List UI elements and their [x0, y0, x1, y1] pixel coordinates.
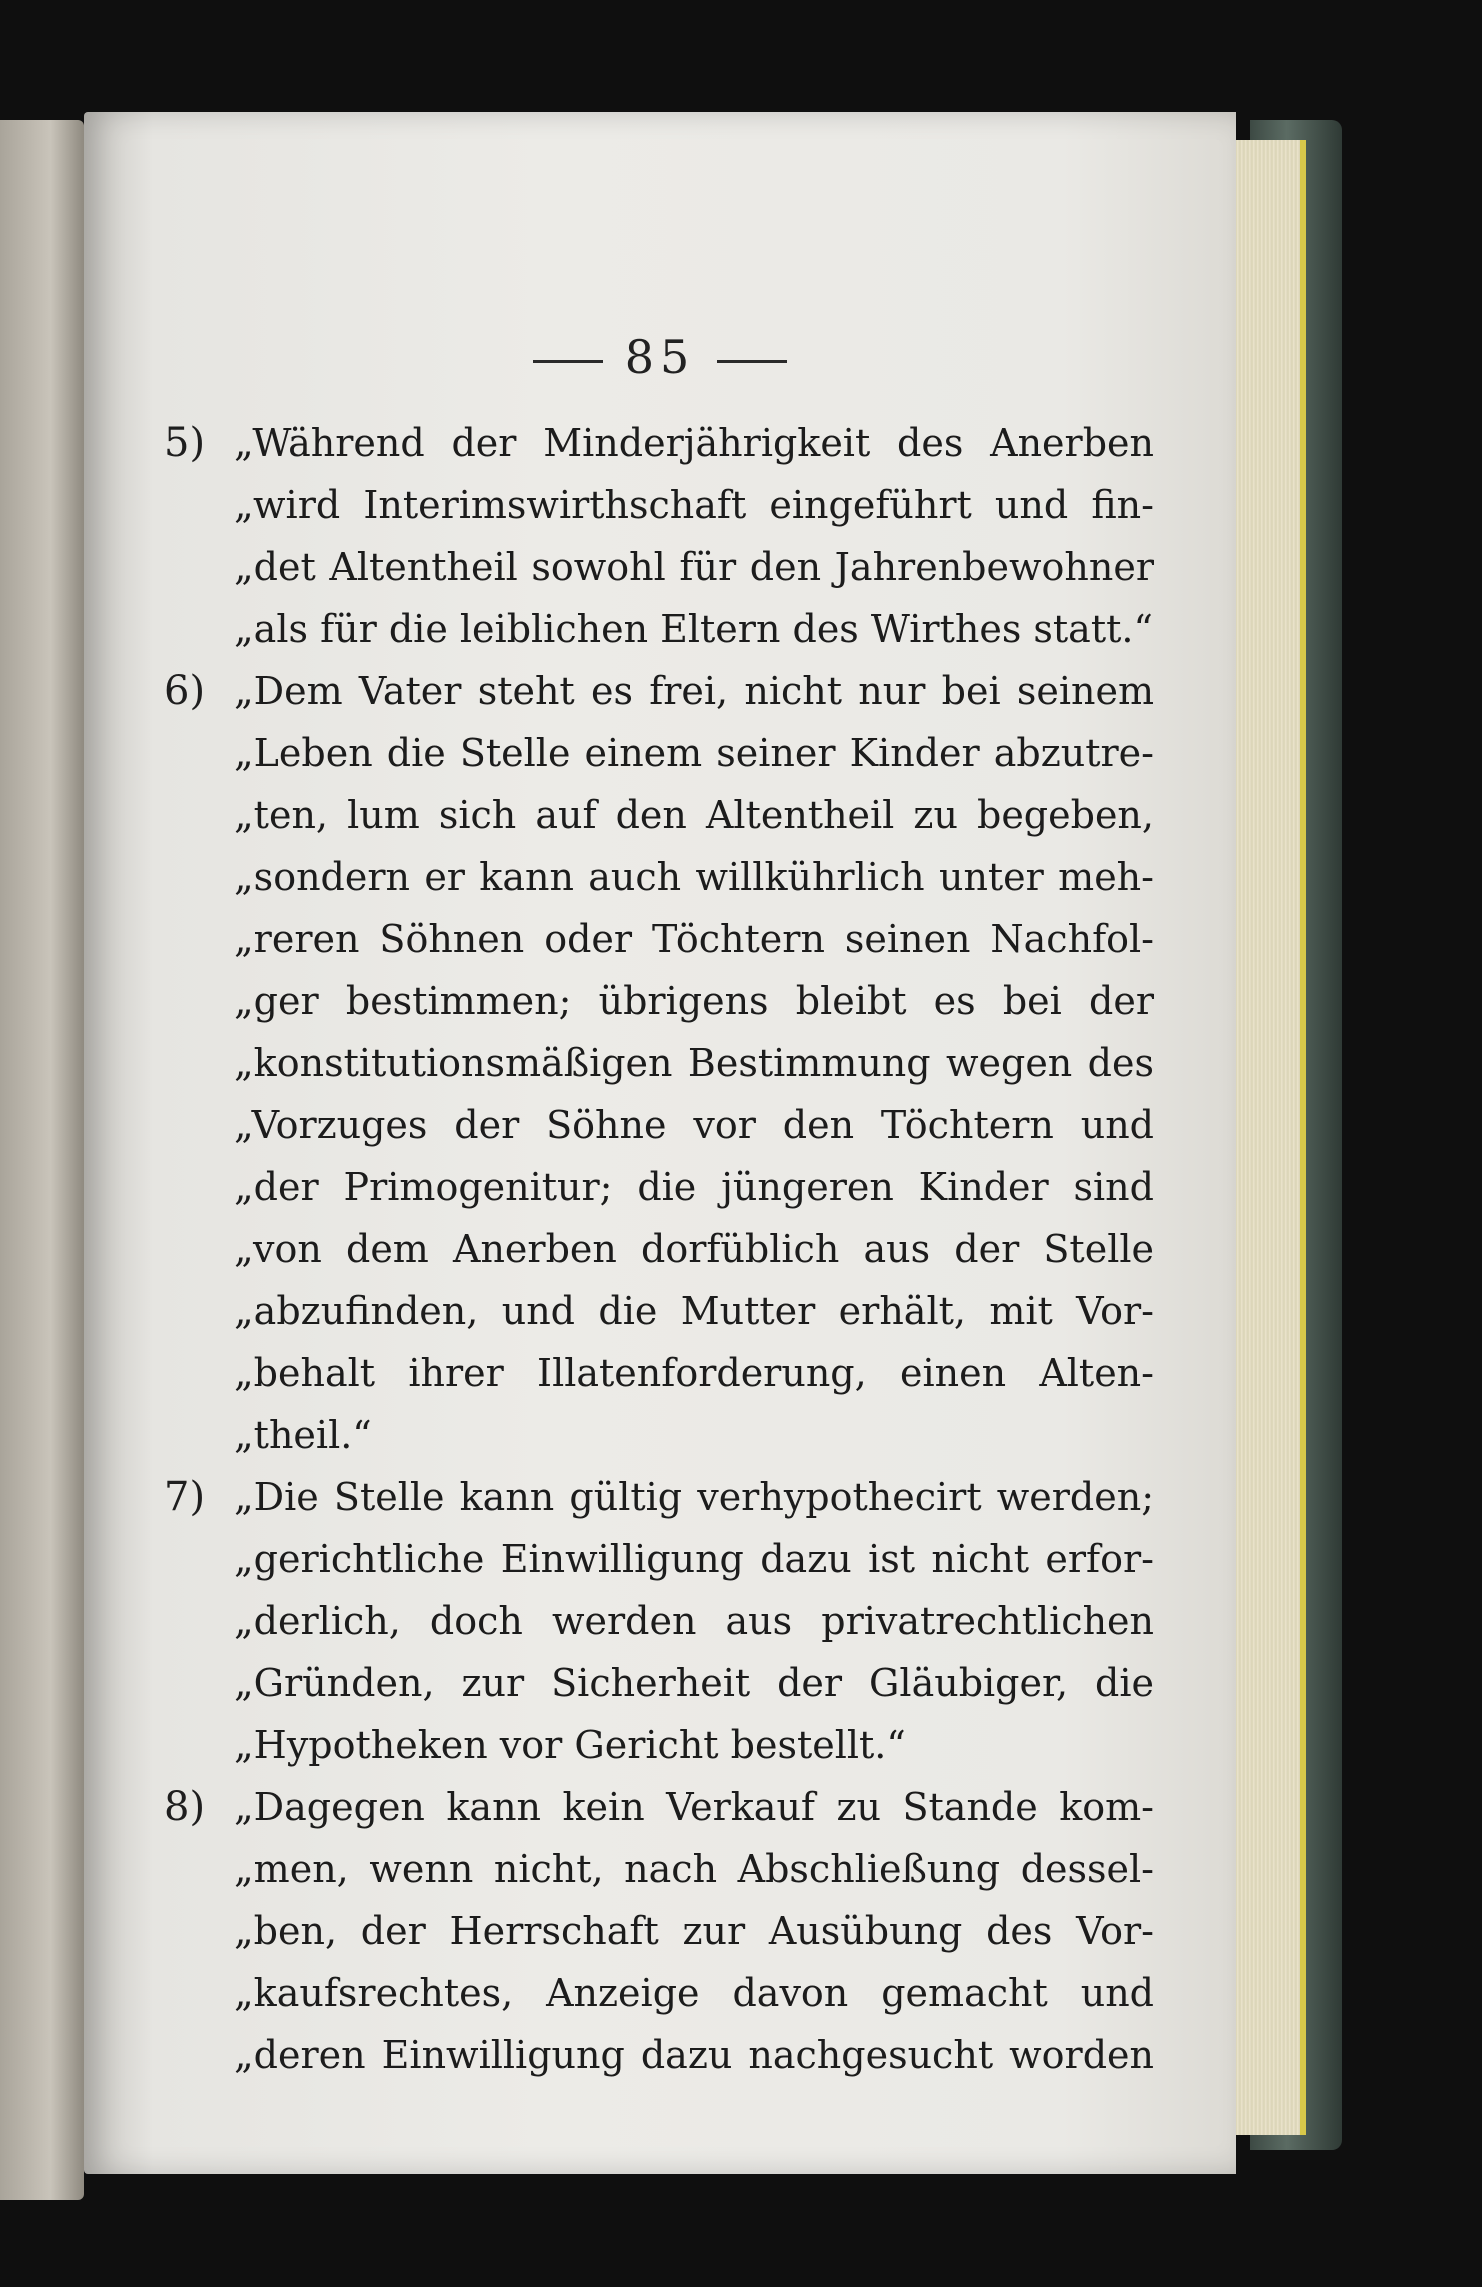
text-line: „ger bestimmen; übrigens bleibt es bei der	[234, 979, 1154, 1023]
text-line: „Gründen, zur Sicherheit der Gläubiger, die	[234, 1661, 1154, 1705]
entry-text	[234, 412, 1154, 660]
entry-text	[234, 1466, 1154, 1776]
entry-8	[164, 1776, 1154, 2086]
text-block	[164, 412, 1154, 2086]
text-line: „konstitutionsmäßigen Bestimmung wegen des	[234, 1041, 1154, 1085]
text-line: „deren Einwilligung dazu nachgesucht worden	[234, 2033, 1154, 2077]
entry-6	[164, 660, 1154, 1466]
text-line: „wird Interimswirthschaft eingeführt und fin-	[234, 483, 1154, 527]
text-line: „derlich, doch werden aus privatrechtlichen	[234, 1599, 1154, 1643]
text-line: „kaufsrechtes, Anzeige davon gemacht und	[234, 1971, 1154, 2015]
text-line: „ben, der Herrschaft zur Ausübung des Vor-	[234, 1909, 1154, 1953]
text-line: „der Primogenitur; die jüngeren Kinder sind	[234, 1165, 1154, 1209]
closed-page-stack	[1230, 140, 1306, 2135]
left-facing-page-edge	[0, 120, 84, 2200]
text-line: „Die Stelle kann gültig verhypothecirt werden;	[234, 1475, 1154, 1519]
page-number: 85	[624, 330, 696, 384]
entry-5	[164, 412, 1154, 660]
text-line: „Vorzuges der Söhne vor den Töchtern und	[234, 1103, 1154, 1147]
text-line: „Leben die Stelle einem seiner Kinder abzutre-	[234, 731, 1154, 775]
text-line: „men, wenn nicht, nach Abschließung dessel-	[234, 1847, 1154, 1891]
text-line: „ten, lum sich auf den Altentheil zu begeben,	[234, 793, 1154, 837]
text-line: „als für die leiblichen Eltern des Wirthes statt.“	[234, 607, 1153, 651]
entry-text	[234, 660, 1154, 1466]
text-line: „det Altentheil sowohl für den Jahrenbewohner	[234, 545, 1154, 589]
text-line: „von dem Anerben dorfüblich aus der Stelle	[234, 1227, 1154, 1271]
entry-7	[164, 1466, 1154, 1776]
text-line: „Dagegen kann kein Verkauf zu Stande kom-	[234, 1785, 1154, 1829]
entry-number: 6)	[164, 668, 206, 714]
text-line: „behalt ihrer Illatenforderung, einen Alten-	[234, 1351, 1154, 1395]
book-page	[84, 112, 1236, 2174]
entry-number: 5)	[164, 420, 206, 466]
page-header	[84, 330, 1236, 384]
text-line: „Während der Minderjährigkeit des Anerben	[234, 421, 1154, 465]
entry-number: 8)	[164, 1784, 206, 1830]
text-line: „abzufinden, und die Mutter erhält, mit Vor-	[234, 1289, 1154, 1333]
text-line: „Hypotheken vor Gericht bestellt.“	[234, 1723, 906, 1767]
header-dash-left	[533, 360, 603, 363]
text-line: „reren Söhnen oder Töchtern seinen Nachfol-	[234, 917, 1154, 961]
entry-text	[234, 1776, 1154, 2086]
text-line: „theil.“	[234, 1413, 372, 1457]
header-dash-right	[717, 360, 787, 363]
text-line: „sondern er kann auch willkührlich unter meh-	[234, 855, 1154, 899]
entry-number: 7)	[164, 1474, 206, 1520]
text-line: „Dem Vater steht es frei, nicht nur bei seinem	[234, 669, 1154, 713]
text-line: „gerichtliche Einwilligung dazu ist nicht erfor-	[234, 1537, 1154, 1581]
